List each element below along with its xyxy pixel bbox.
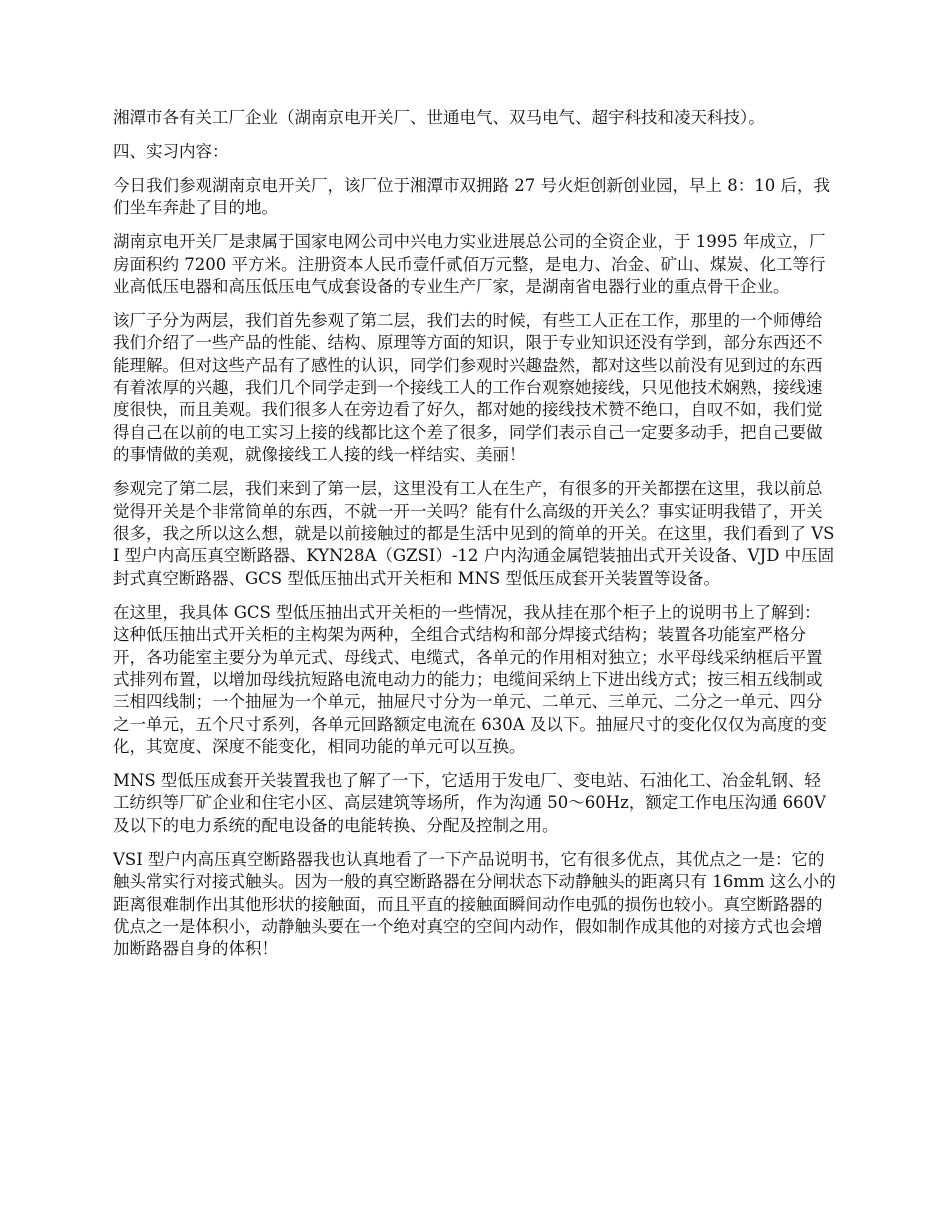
- paragraph-vsi-breaker: VSI 型户内高压真空断路器我也认真地看了一下产品说明书，它有很多优点，其优点之一是：它的触头常实行对接式触头。因为一般的真空断路器在分闸状态下动静触头的距离只有 16mm 这么小的距离很难制作出其他形状的接触面，而且平直的接触面瞬间动作电弧的损伤也较小。真空断路器的优点之一是体积小，动静触头要在一个绝对真空的空间内动作，假如制作成其他的对接方式也会增加断路器自身的体积！: [113, 849, 836, 959]
- paragraph-visit-intro: 今日我们参观湖南京电开关厂，该厂位于湘潭市双拥路 27 号火炬创新创业园，早上 8：10 后，我们坐车奔赴了目的地。: [113, 175, 830, 218]
- paragraph-company-list: 湘潭市各有关工厂企业（湖南京电开关厂、世通电气、双马电气、超宇科技和凌天科技）。: [113, 108, 765, 127]
- paragraph-mns-switchgear: MNS 型低压成套开关装置我也了解了一下，它适用于发电厂、变电站、石油化工、冶金轧钢、轻工纺织等厂矿企业和住宅小区、高层建筑等场所，作为沟通 50～60Hz，额定工作电压沟通 660V 及以下的电力系统的配电设备的电能转换、分配及控制之用。: [113, 771, 826, 835]
- paragraph-gcs-switchgear: 在这里，我具体 GCS 型低压抽出式开关柜的一些情况，我从挂在那个柜子上的说明书上了解到：这种低压抽出式开关柜的主构架为两种，全组合式结构和部分焊接式结构；装置各功能室严格分开，各功能室主要分为单元式、母线式、电缆式，各单元的作用相对独立；水平母线采纳框后平置式排列布置，以增加母线抗短路电流电动力的能力；电缆间采纳上下进出线方式；按三相五线制或三相四线制；一个抽屉为一个单元，抽屉尺寸分为一单元、二单元、三单元、二分之一单元、四分之一单元，五个尺寸系列，各单元回路额定电流在 630A 及以下。抽屉尺寸的变化仅仅为高度的变化，其宽度、深度不能变化，相同功能的单元可以互换。: [113, 602, 827, 757]
- document-body: [113, 107, 837, 972]
- paragraph-company-profile: 湖南京电开关厂是隶属于国家电网公司中兴电力实业进展总公司的全资企业，于 1995 年成立，厂房面积约 7200 平方米。注册资本人民币壹仟贰佰万元整，是电力、冶金、矿山、煤炭、化工等行业高低压电器和高压低压电气成套设备的专业生产厂家，是湖南省电器行业的重点骨干企业。: [113, 232, 826, 296]
- paragraph-first-floor: 参观完了第二层，我们来到了第一层，这里没有工人在生产，有很多的开关都摆在这里，我以前总觉得开关是个非常简单的东西，不就一开一关吗？能有什么高级的开关么？事实证明我错了，开关很多，我之所以这么想，就是以前接触过的都是生活中见到的简单的开关。在这里，我们看到了 VSI 型户内高压真空断路器、KYN28A（GZSI）-12 户内沟通金属铠装抽出式开关设备、VJD 中压固封式真空断路器、GCS 型低压抽出式开关柜和 MNS 型低压成套开关装置等设备。: [113, 479, 835, 588]
- section-heading-internship-content: 四、实习内容：: [113, 141, 229, 161]
- paragraph-second-floor: 该厂子分为两层，我们首先参观了第二层，我们去的时候，有些工人正在工作，那里的一个师傅给我们介绍了一些产品的性能、结构、原理等方面的知识，限于专业知识还没有学到，部分东西还不能理解。但对这些产品有了感性的认识，同学们参观时兴趣盎然，都对这些以前没有见到过的东西有着浓厚的兴趣，我们几个同学走到一个接线工人的工作台观察她接线，只见他技术娴熟，接线速度很快，而且美观。我们很多人在旁边看了好久，都对她的接线技术赞不绝口，自叹不如，我们觉得自己在以前的电工实习上接的线都比这个差了很多，同学们表示自己一定要多动手，把自己要做的事情做的美观，就像接线工人接的线一样结实、美丽！: [113, 310, 823, 465]
